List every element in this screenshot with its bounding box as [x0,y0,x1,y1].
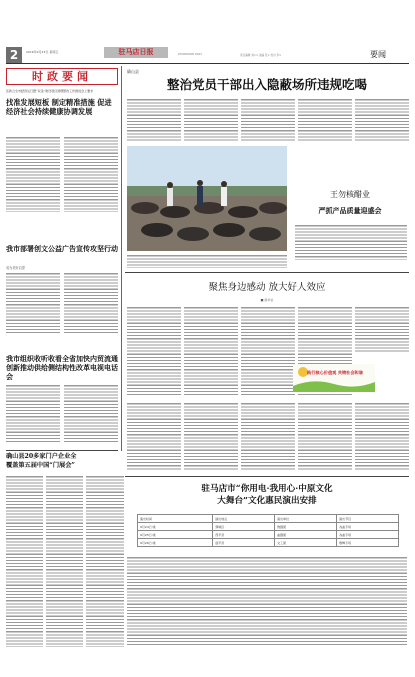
article-2-subtitle: 成为美好启蒙 [6,266,26,270]
bottom-title: 大舞台”文化惠民演出安排 [217,496,317,506]
top-kicker: 确山县 [127,69,139,74]
article-1-title: 找准发展短板 制定精准措施 促进经济社会持续健康协调发展 [6,98,112,116]
top-body-4 [298,98,352,142]
article-3-title: 我市组织收听收看全省加快内贸流通创新推动供给侧结构性改革电视电话会 [6,354,118,381]
ad-banner-text: 践行核心价值观 共铸社会和谐 [307,370,363,375]
schedule-table [137,514,399,547]
lower-body-1 [127,402,181,470]
article-4-title: 覆盖第五届中国“门展会” [6,462,75,469]
photo-caption [127,254,287,268]
lower-body-4 [298,402,352,470]
article-1-body [6,136,60,212]
ad-banner-art [293,364,375,392]
top-body-1 [127,98,181,142]
table-header: 演出地点 [213,515,275,523]
table-header: 演出单位 [275,515,337,523]
focus-banner-title: 时政要闻 [32,70,92,83]
left-divider [6,450,118,451]
article-2-title: 我市部署创文公益广告宣传攻坚行动 [6,244,118,253]
header-rule [6,63,409,64]
masthead-sub: ZHUMADIAN DAILY [178,53,203,56]
table-cell: 9月24日 晚 [138,523,213,531]
article-3-body [6,384,60,444]
top-body-5 [355,98,409,142]
article-1-body-2 [64,136,118,212]
top-title: 整治党员干部出入隐蔽场所违规吃喝 [166,77,367,92]
table-cell: 歌舞专场 [337,539,399,547]
table-cell: 戏曲专场 [337,531,399,539]
top-body-2 [184,98,238,142]
mid-body-1 [127,306,181,396]
mid-body-5 [355,306,409,352]
mid-body-2 [184,306,238,396]
column-divider [121,66,122,451]
table-cell: 9月26日 晚 [138,539,213,547]
photo-side-body [295,224,407,260]
bottom-rule [125,476,409,477]
section-title: 要闻 [370,50,386,59]
table-row [138,539,399,547]
table-cell: 驿城区 [213,523,275,531]
masthead: 驻马店日报 [118,48,154,56]
photo-side-subtitle: 严抓产品质量迎盛会 [318,206,382,215]
article-1-kicker: 张新合全市经济运行暨“双违”建设项目清理整改工作推进会上要求 [6,89,94,93]
table-row [138,523,399,531]
main-area [125,66,409,651]
table-cell: 豫剧团 [275,523,337,531]
table-header: 演出时间 [138,515,213,523]
photo-side-title: 王勿核醋业 [330,190,370,199]
editor-line: 责任编辑 刘×× 美编 张× 校对 李× [240,54,282,57]
article-3-body-2 [64,384,118,444]
mid-title: 聚焦身边感动 放大好人效应 [208,282,326,293]
table-cell: 曲剧团 [275,531,337,539]
date-line: 2016年9月23日 星期五 [26,50,59,54]
article-4-body [6,475,43,647]
bottom-body [127,556,407,646]
table-cell: 西平县 [213,531,275,539]
page-number: 2 [9,48,19,62]
lower-body-2 [184,402,238,470]
bottom-kicker: 驻马店市“你用电·我用心·中原文化 [201,484,333,494]
mid-byline: ■ 新华社 [260,298,274,302]
table-row [138,531,399,539]
table-cell: 9月25日 晚 [138,531,213,539]
article-4-body-2 [46,475,83,647]
table-cell: 文工团 [275,539,337,547]
mid-body-3 [241,306,295,396]
article-4-kicker: 确山县20多家门户企业全 [6,453,77,460]
lower-body-5 [355,402,409,470]
table-cell: 戏曲专场 [337,523,399,531]
news-photo [127,146,287,251]
ad-banner [293,364,375,392]
table-header: 演出节目 [337,515,399,523]
top-body-3 [241,98,295,142]
article-4-body-3 [86,475,124,647]
article-2-body-2 [64,272,118,334]
table-cell: 遂平县 [213,539,275,547]
article-2-body [6,272,60,334]
article-4 [6,453,124,653]
factory-photo [127,146,287,251]
lower-body-3 [241,402,295,470]
mid-rule [125,272,409,273]
page-header [0,44,415,64]
